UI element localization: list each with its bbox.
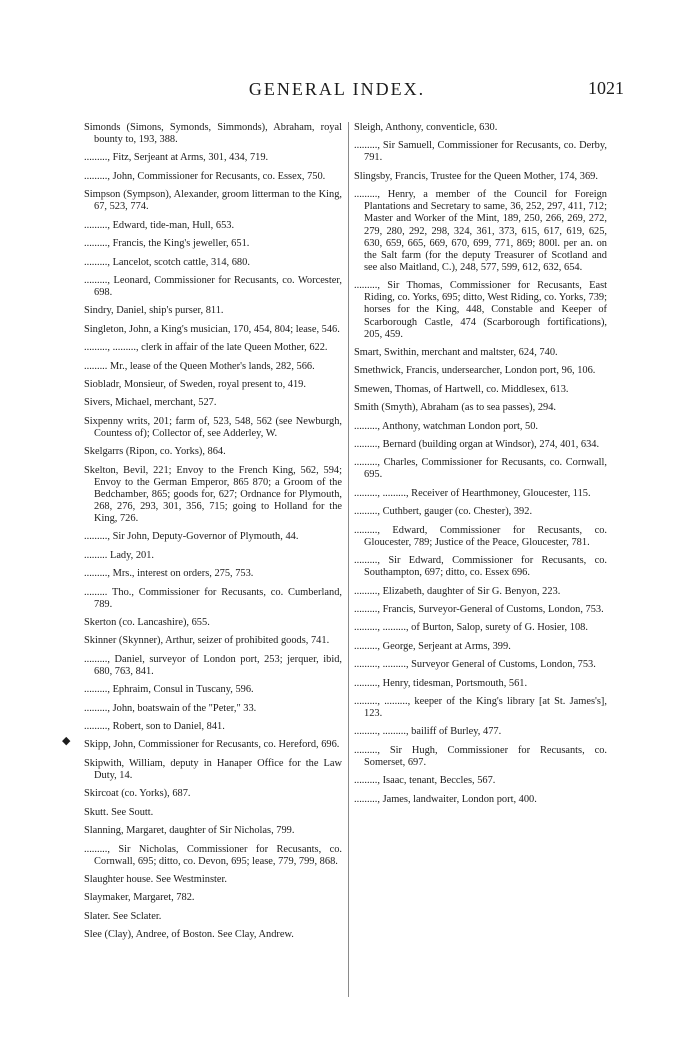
margin-mark-icon: ◆ <box>62 735 71 747</box>
index-entry: ........., Edward, Commissioner for Recusants, co. Gloucester, 789; Justice of the Peace, Gloucester, 781. <box>354 524 607 548</box>
index-entry: Slaughter house. See Westminster. <box>84 874 227 886</box>
index-entry: ........., Daniel, surveyor of London port, 253; jerquer, ibid, 680, 763, 841. <box>84 653 342 677</box>
index-entry: ......... Tho., Commissioner for Recusants, co. Cumberland, 789. <box>84 586 342 610</box>
index-entry: Smart, Swithin, merchant and maltster, 624, 740. <box>354 346 558 358</box>
index-entry: Skutt. See Soutt. <box>84 806 154 818</box>
index-entry: Skipp, John, Commissioner for Recusants, co. Hereford, 696. <box>84 739 340 751</box>
index-entry: Slanning, Margaret, daughter of Sir Nicholas, 799. <box>84 825 295 837</box>
index-entry: Siobladr, Monsieur, of Sweden, royal present to, 419. <box>84 378 306 390</box>
index-entry: Simpson (Sympson), Alexander, groom litterman to the King, 67, 523, 774. <box>84 189 342 213</box>
index-entry: ......... Lady, 201. <box>84 549 155 561</box>
index-entry: ........., ........., of Burton, Salop, surety of G. Hosier, 108. <box>354 622 588 634</box>
index-entry: Slater. See Sclater. <box>84 910 162 922</box>
index-entry: ........., ........., bailiff of Burley, 477. <box>354 726 502 738</box>
index-entry: Smewen, Thomas, of Hartwell, co. Middlesex, 613. <box>354 383 569 395</box>
index-entry: ........., Henry, tidesman, Portsmouth, 561. <box>354 677 528 689</box>
index-entry: ........., Cuthbert, gauger (co. Chester), 392. <box>354 506 533 518</box>
index-entry: ........., Francis, Surveyor-General of Customs, London, 753. <box>354 603 604 615</box>
index-entry: ........., John, Commissioner for Recusants, co. Essex, 750. <box>84 170 326 182</box>
index-entry: ........., James, landwaiter, London port, 400. <box>354 793 537 805</box>
index-entry: Sleigh, Anthony, conventicle, 630. <box>354 122 498 133</box>
index-entry: ........., Charles, Commissioner for Recusants, co. Cornwall, 695. <box>354 457 607 481</box>
index-entry: ........., Isaac, tenant, Beccles, 567. <box>354 775 496 787</box>
index-entry: Skelgarrs (Ripon, co. Yorks), 864. <box>84 446 226 458</box>
index-entry: ........., ........., clerk in affair of the late Queen Mother, 622. <box>84 342 328 354</box>
index-entry: ........., Sir Samuell, Commissioner for Recusants, co. Derby, 791. <box>354 140 607 164</box>
index-entry: Slingsby, Francis, Trustee for the Queen Mother, 174, 369. <box>354 170 598 182</box>
index-entry: ........., Leonard, Commissioner for Recusants, co. Worcester, 698. <box>84 274 342 299</box>
index-entry: Smith (Smyth), Abraham (as to sea passes), 294. <box>354 402 557 414</box>
index-entry: ........., George, Serjeant at Arms, 399. <box>354 640 511 652</box>
index-entry: ........., Anthony, watchman London port, 50. <box>354 420 539 432</box>
index-entry: ........., Sir Thomas, Commissioner for Recusants, East Riding, co. Yorks, 695; ditto, West Riding, co. Yorks, 739; horses for the King, 448, Constable and Keeper of Scarborough Castle, 474 (Scarborough fortifications), 205, 459. <box>354 280 607 340</box>
index-entry: ........., Robert, son to Daniel, 841. <box>84 721 225 733</box>
index-entry: Sixpenny writs, 201; farm of, 523, 548, 562 (see Newburgh, Countess of); Collector of, see Adderley, W. <box>84 415 342 439</box>
left-index-column <box>84 122 342 948</box>
index-entry: ........., Sir Nicholas, Commissioner for Recusants, co. Cornwall, 695; ditto, co. Devon, 695; lease, 779, 799, 868. <box>84 843 342 867</box>
index-entry: Skinner (Skynner), Arthur, seizer of prohibited goods, 741. <box>84 635 330 647</box>
index-entry: ........., Francis, the King's jeweller, 651. <box>84 238 250 250</box>
index-entry: Smethwick, Francis, undersearcher, London port, 96, 106. <box>354 365 596 377</box>
index-entry: Skircoat (co. Yorks), 687. <box>84 788 191 800</box>
right-index-column <box>354 122 607 812</box>
index-entry: Singleton, John, a King's musician, 170, 454, 804; lease, 546. <box>84 323 340 335</box>
index-entry: ........., Sir Hugh, Commissioner for Recusants, co. Somerset, 697. <box>354 744 607 768</box>
index-entry: Sindry, Daniel, ship's purser, 811. <box>84 305 224 317</box>
index-entry: ........., Sir Edward, Commissioner for Recusants, co. Southampton, 697; ditto, co. Essex 696. <box>354 555 607 579</box>
index-entry: ........., John, boatswain of the "Peter," 33. <box>84 702 257 714</box>
index-entry: ......... Mr., lease of the Queen Mother's lands, 282, 566. <box>84 360 315 372</box>
index-entry: ........., Fitz, Serjeant at Arms, 301, 434, 719. <box>84 152 269 164</box>
running-title: GENERAL INDEX. <box>248 79 426 99</box>
column-divider <box>348 122 349 997</box>
index-entry: Skelton, Bevil, 221; Envoy to the French King, 562, 594; Envoy to the German Emperor, 865 870; a Groom of the Bedchamber, 865; goods for, 627; Ordnance for Plymouth, 268, 276, 293, 301, 356, 715; going to Holland for the King, 726. <box>84 464 342 524</box>
index-entry: ........., ........., Surveyor General of Customs, London, 753. <box>354 659 596 671</box>
index-entry: Slaymaker, Margaret, 782. <box>84 892 195 904</box>
index-entry: Sivers, Michael, merchant, 527. <box>84 397 217 409</box>
index-entry: ........., Lancelot, scotch cattle, 314, 680. <box>84 256 250 268</box>
index-entry: ........., ........., Receiver of Hearthmoney, Gloucester, 115. <box>354 487 591 499</box>
index-entry: ........., Elizabeth, daughter of Sir G. Benyon, 223. <box>354 585 561 597</box>
index-entry: Slee (Clay), Andree, of Boston. See Clay, Andrew. <box>84 929 294 941</box>
index-entry: ........., Henry, a member of the Council for Foreign Plantations and Secretary to same, 36, 252, 297, 411, 712; Master and Worker of the Mint, 189, 250, 266, 269, 272, 279, 280, 292, 298, 324, 361, 373, 615, 617, 619, 625, 630, 659, 665, 669, 670, 699, 771, 869; 800l. per an. on the Salt farm (for the deputy Treasurer of Scotland and see also Maitland, C.), 248, 577, 599, 612, 632, 654. <box>354 189 607 273</box>
page-number: 1021 <box>588 78 624 98</box>
index-entry: ........., Mrs., interest on orders, 275, 753. <box>84 568 254 580</box>
index-entry: ........., Ephraim, Consul in Tuscany, 596. <box>84 684 254 696</box>
index-entry: ........., Sir John, Deputy-Governor of Plymouth, 44. <box>84 531 299 543</box>
index-entry: Skerton (co. Lancashire), 655. <box>84 617 210 629</box>
index-entry: ........., Bernard (building organ at Windsor), 274, 401, 634. <box>354 438 600 450</box>
index-entry: Simonds (Simons, Symonds, Simmonds), Abraham, royal bounty to, 193, 388. <box>84 122 342 146</box>
index-entry: Skipwith, William, deputy in Hanaper Office for the Law Duty, 14. <box>84 757 342 781</box>
index-entry: ........., ........., keeper of the King's library [at St. James's], 123. <box>354 695 607 719</box>
index-entry: ........., Edward, tide-man, Hull, 653. <box>84 219 235 231</box>
